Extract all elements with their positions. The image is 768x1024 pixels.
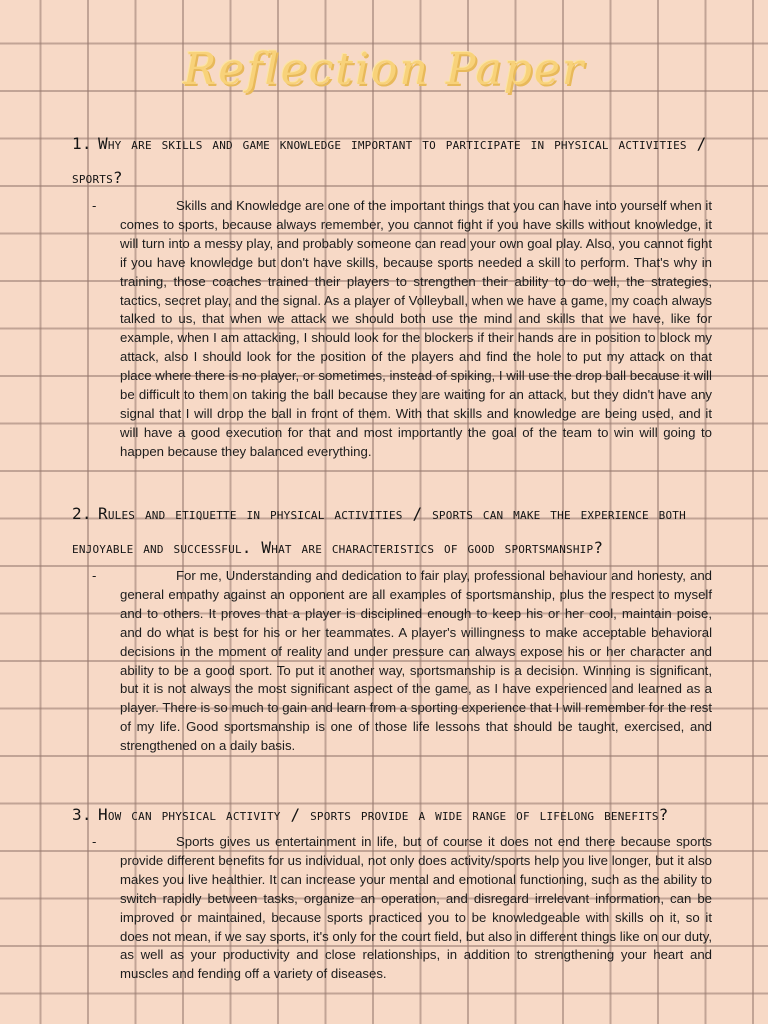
question-2	[72, 497, 712, 565]
question-number: 1.	[72, 134, 92, 153]
answer-text: Skills and Knowledge are one of the important things that you can have into yourself when it comes to sports, because always remember, you cannot fight if you have skills without knowledge, it will turn into a messy play, and probably someone can read your own goal play. Also, you cannot fight if you have knowledge but don't have skills, because sports needed a skill to perform. That's why in training, those coaches trained their players to strengthen their ability to do well, the strategies, tactics, secret play, and the signal. As a player of Volleyball, when we have a game, my coach always talked to us, that when we attack we should both use the mind and skills that we have, like for example, when I am attacking, I should look for the blockers if their hands are in position to block my attack, also I should look for the position of the players and find the hole to put my attack on that place where there is no player, or sometimes, instead of spiking, I will use the drop ball because it will be difficult to them on taking the ball because they are waiting for an attack, but they didn't have any signal that I will drop the ball in front of them. With that skills and knowledge are being used, and it will have a good execution for that and most importantly the goal of the team to win will going to happen because they balanced everything.	[120, 198, 712, 459]
question-3	[72, 798, 712, 832]
answer-bullet: -	[92, 568, 97, 583]
page-title: Reflection Paper	[183, 44, 585, 95]
answer-text: Sports gives us entertainment in life, but of course it does not end there because sports provide different benefits for us individual, not only does activity/sports help you live longer, but it also makes you live healthier. It can increase your mental and emotional functioning, such as the ability to switch rapidly between tasks, organize an operation, and disregard irrelevant information, can be improved or maintained, because sports practiced you to be knowledgeable with skills on it, so it does not mean, if we say sports, it's only for the court field, but also in different things like on our duty, as well as your productivity and close relationships, in addition to strengthening your heart and muscles and fending off a variety of diseases.	[120, 834, 712, 982]
answer-3	[92, 833, 712, 984]
question-number: 2.	[72, 504, 92, 523]
question-text: Rules and etiquette in physical activities / sports can make the experience both enjoyable and successful. What are characteristics of good sportsmanship?	[72, 504, 686, 557]
answer-bullet: -	[92, 198, 97, 213]
question-text: How can physical activity / sports provide a wide range of lifelong benefits?	[98, 805, 669, 824]
answer-1	[92, 197, 712, 462]
question-text: Why are skills and game knowledge important to participate in physical activities / sports?	[72, 134, 707, 187]
answer-bullet: -	[92, 834, 97, 849]
question-1	[72, 127, 712, 195]
answer-text: For me, Understanding and dedication to fair play, professional behaviour and honesty, and general empathy against an opponent are all examples of sportsmanship, plus the respect to myself and to others. It proves that a player is disciplined enough to keep his or her cool, maintain poise, and do what is best for his or her teammates. A player's willingness to make acceptable behavioral decisions in the moment of reality and under pressure can always expose his or her character and ability to be a good sport. To put it another way, sportsmanship is a decision. Winning is significant, but it is not always the most significant aspect of the game, as I have experienced and learned as a player. There is so much to gain and learn from a sporting experience that I will remember for the rest of my life. Good sportsmanship is one of those life lessons that should be taught, exercised, and strengthened on a daily basis.	[120, 568, 712, 754]
question-number: 3.	[72, 805, 92, 824]
answer-2	[92, 567, 712, 756]
